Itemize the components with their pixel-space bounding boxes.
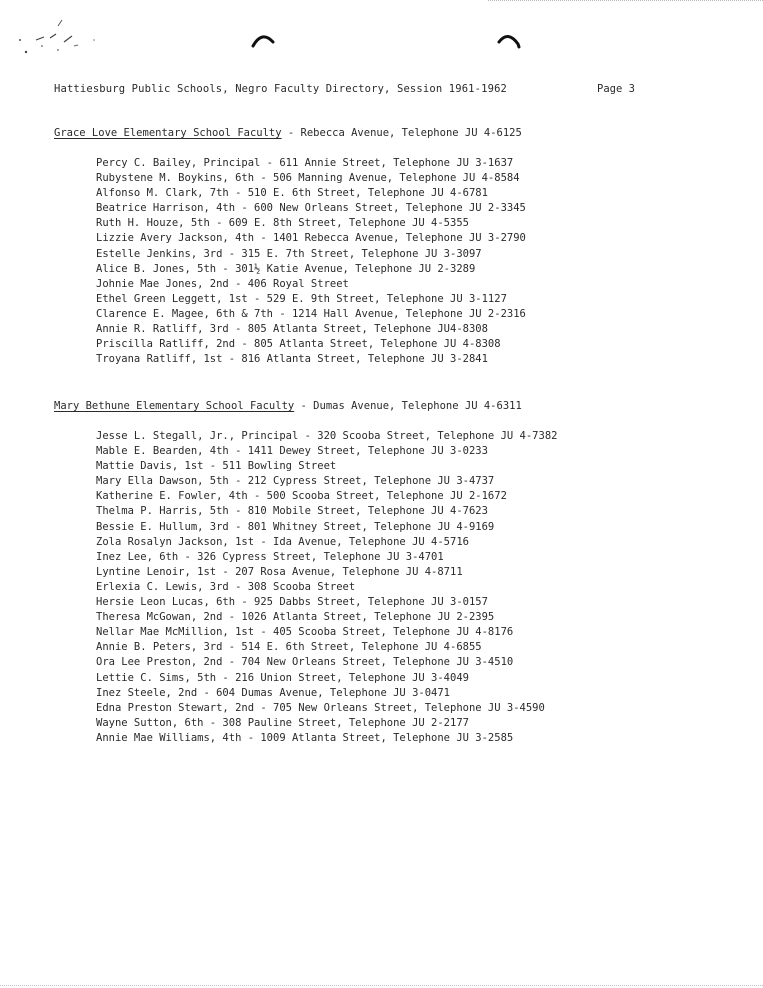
faculty-entry: Mattie Davis, 1st - 511 Bowling Street <box>96 460 337 473</box>
section-heading-grace-love <box>54 127 522 139</box>
faculty-entry: Priscilla Ratliff, 2nd - 805 Atlanta Street, Telephone JU 4-8308 <box>96 338 501 351</box>
faculty-entry: Inez Steele, 2nd - 604 Dumas Avenue, Telephone JU 3-0471 <box>96 686 451 699</box>
section-heading-mary-bethune <box>54 400 522 412</box>
faculty-entry: Clarence E. Magee, 6th & 7th - 1214 Hall Avenue, Telephone JU 2-2316 <box>96 307 526 320</box>
scan-edge-artifact <box>488 0 763 3</box>
school-address: - Dumas Avenue, Telephone JU 4-6311 <box>294 400 522 412</box>
faculty-entry: Estelle Jenkins, 3rd - 315 E. 7th Street, Telephone JU 3-3097 <box>96 247 482 260</box>
faculty-entry: Ethel Green Leggett, 1st - 529 E. 9th Street, Telephone JU 3-1127 <box>96 292 507 305</box>
faculty-entry: Wayne Sutton, 6th - 308 Pauline Street, Telephone JU 2-2177 <box>96 716 469 729</box>
faculty-list-mary-bethune <box>96 429 557 746</box>
faculty-entry: Percy C. Bailey, Principal - 611 Annie Street, Telephone JU 3-1637 <box>96 157 514 169</box>
faculty-entry: Katherine E. Fowler, 4th - 500 Scooba Street, Telephone JU 2-1672 <box>96 490 507 503</box>
school-address: - Rebecca Avenue, Telephone JU 4-6125 <box>281 127 522 139</box>
scan-speckle-marks <box>14 16 104 56</box>
faculty-entry: Annie Mae Williams, 4th - 1009 Atlanta Street, Telephone JU 3-2585 <box>96 731 514 744</box>
school-name: Grace Love Elementary School Faculty <box>54 127 282 139</box>
faculty-entry: Mable E. Bearden, 4th - 1411 Dewey Street, Telephone JU 3-0233 <box>96 445 488 458</box>
faculty-entry: Annie R. Ratliff, 3rd - 805 Atlanta Street, Telephone JU4-8308 <box>96 323 488 336</box>
faculty-entry: Johnie Mae Jones, 2nd - 406 Royal Street <box>96 277 349 290</box>
page-number: Page 3 <box>597 83 635 95</box>
faculty-entry: Mary Ella Dawson, 5th - 212 Cypress Street, Telephone JU 3-4737 <box>96 475 495 488</box>
faculty-entry: Theresa McGowan, 2nd - 1026 Atlanta Street, Telephone JU 2-2395 <box>96 611 495 624</box>
faculty-entry: Thelma P. Harris, 5th - 810 Mobile Street, Telephone JU 4-7623 <box>96 505 488 518</box>
faculty-entry: Rubystene M. Boykins, 6th - 506 Manning Avenue, Telephone JU 4-8584 <box>96 172 520 185</box>
faculty-entry: Lizzie Avery Jackson, 4th - 1401 Rebecca Avenue, Telephone JU 3-2790 <box>96 232 526 245</box>
binder-hole-mark-right <box>496 32 522 50</box>
faculty-entry: Erlexia C. Lewis, 3rd - 308 Scooba Street <box>96 580 356 593</box>
faculty-entry: Lyntine Lenoir, 1st - 207 Rosa Avenue, Telephone JU 4-8711 <box>96 565 463 578</box>
faculty-entry: Annie B. Peters, 3rd - 514 E. 6th Street, Telephone JU 4-6855 <box>96 641 482 654</box>
faculty-entry: Inez Lee, 6th - 326 Cypress Street, Telephone JU 3-4701 <box>96 550 444 563</box>
binder-hole-mark-left <box>250 32 276 48</box>
faculty-entry: Nellar Mae McMillion, 1st - 405 Scooba Street, Telephone JU 4-8176 <box>96 626 514 639</box>
faculty-entry: Alice B. Jones, 5th - 301½ Katie Avenue, Telephone JU 2-3289 <box>96 262 476 275</box>
faculty-entry: Beatrice Harrison, 4th - 600 New Orleans Street, Telephone JU 2-3345 <box>96 202 526 215</box>
faculty-entry: Troyana Ratliff, 1st - 816 Atlanta Street, Telephone JU 3-2841 <box>96 353 488 366</box>
faculty-entry: Hersie Leon Lucas, 6th - 925 Dabbs Street, Telephone JU 3-0157 <box>96 596 488 609</box>
faculty-entry: Ora Lee Preston, 2nd - 704 New Orleans Street, Telephone JU 3-4510 <box>96 656 514 669</box>
faculty-entry: Zola Rosalyn Jackson, 1st - Ida Avenue, Telephone JU 4-5716 <box>96 535 469 548</box>
faculty-entry: Alfonso M. Clark, 7th - 510 E. 6th Street, Telephone JU 4-6781 <box>96 187 488 200</box>
faculty-list-grace-love <box>96 156 526 367</box>
faculty-entry: Jesse L. Stegall, Jr., Principal - 320 Scooba Street, Telephone JU 4-7382 <box>96 430 558 442</box>
school-name: Mary Bethune Elementary School Faculty <box>54 400 295 412</box>
document-title: Hattiesburg Public Schools, Negro Faculty Directory, Session 1961-1962 <box>54 83 508 95</box>
faculty-entry: Edna Preston Stewart, 2nd - 705 New Orleans Street, Telephone JU 3-4590 <box>96 701 545 714</box>
faculty-entry: Lettie C. Sims, 5th - 216 Union Street, Telephone JU 3-4049 <box>96 671 469 684</box>
faculty-entry: Bessie E. Hullum, 3rd - 801 Whitney Street, Telephone JU 4-9169 <box>96 520 495 533</box>
faculty-entry: Ruth H. Houze, 5th - 609 E. 8th Street, Telephone JU 4-5355 <box>96 217 469 230</box>
